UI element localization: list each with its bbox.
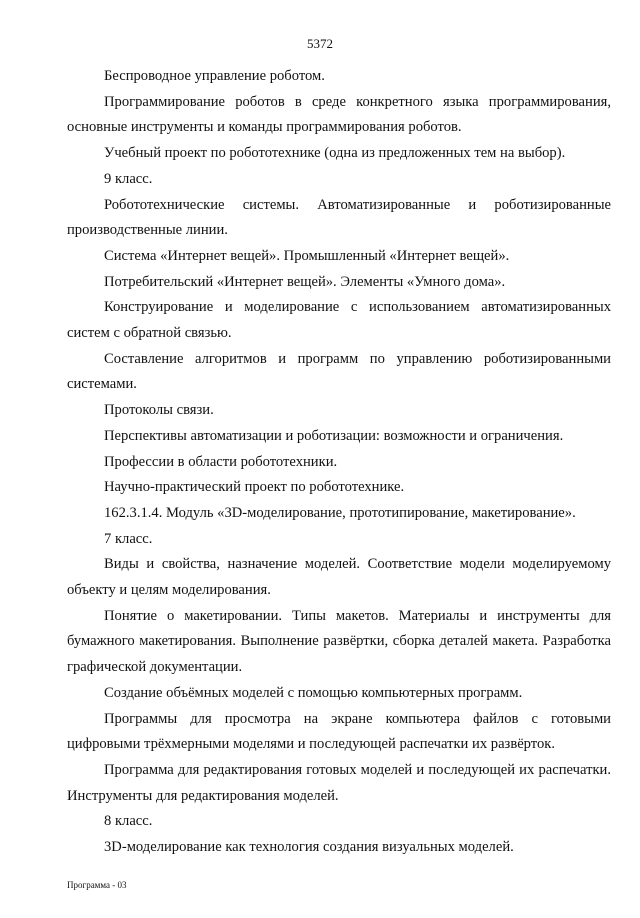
paragraph: Потребительский «Интернет вещей». Элементы «Умного дома». bbox=[104, 273, 506, 290]
paragraph: Система «Интернет вещей». Промышленный «Интернет вещей». bbox=[104, 247, 510, 264]
paragraph: Создание объёмных моделей с помощью компьютерных программ. bbox=[104, 684, 523, 701]
paragraph: Перспективы автоматизации и роботизации: возможности и ограничения. bbox=[104, 427, 564, 444]
paragraph: Беспроводное управление роботом. bbox=[104, 68, 325, 84]
page-footer: Программа - 03 bbox=[67, 880, 127, 890]
paragraph: Составление алгоритмов и программ по управлению роботизированными системами. bbox=[67, 350, 611, 393]
paragraph: 3D-моделирование как технология создания визуальных моделей. bbox=[104, 839, 514, 856]
paragraph: Программирование роботов в среде конкретного языка программирования, основные инструменты и команды программирования роботов. bbox=[67, 93, 611, 136]
paragraph: Программы для просмотра на экране компьютера файлов с готовыми цифровыми трёхмерными моделями и последующей распечатки их развёрток. bbox=[67, 710, 611, 753]
paragraph: 9 класс. bbox=[104, 170, 153, 187]
paragraph: Научно-практический проект по робототехнике. bbox=[104, 479, 405, 496]
paragraph: Профессии в области робототехники. bbox=[104, 453, 338, 470]
paragraph: 7 класс. bbox=[104, 530, 153, 547]
paragraph: Виды и свойства, назначение моделей. Соответствие модели моделируемому объекту и целям моделирования. bbox=[67, 556, 611, 599]
paragraph: Робототехнические системы. Автоматизированные и роботизированные производственные линии. bbox=[67, 196, 611, 239]
paragraph: Программа для редактирования готовых моделей и последующей их распечатки. Инструменты для редактирования моделей. bbox=[67, 761, 611, 804]
paragraph: Учебный проект по робототехнике (одна из предложенных тем на выбор). bbox=[104, 145, 566, 162]
page-number: 5372 bbox=[307, 36, 333, 51]
document-body bbox=[67, 64, 611, 861]
paragraph: Протоколы связи. bbox=[104, 402, 214, 419]
paragraph: 162.3.1.4. Модуль «3D-моделирование, прототипирование, макетирование». bbox=[104, 504, 576, 521]
paragraph: Конструирование и моделирование с использованием автоматизированных систем с обратной связью. bbox=[67, 299, 611, 342]
paragraph: Понятие о макетировании. Типы макетов. Материалы и инструменты для бумажного макетирования. Выполнение развёртки, сборка деталей макета. Разработка графической документации. bbox=[67, 607, 611, 676]
paragraph: 8 класс. bbox=[104, 813, 153, 830]
